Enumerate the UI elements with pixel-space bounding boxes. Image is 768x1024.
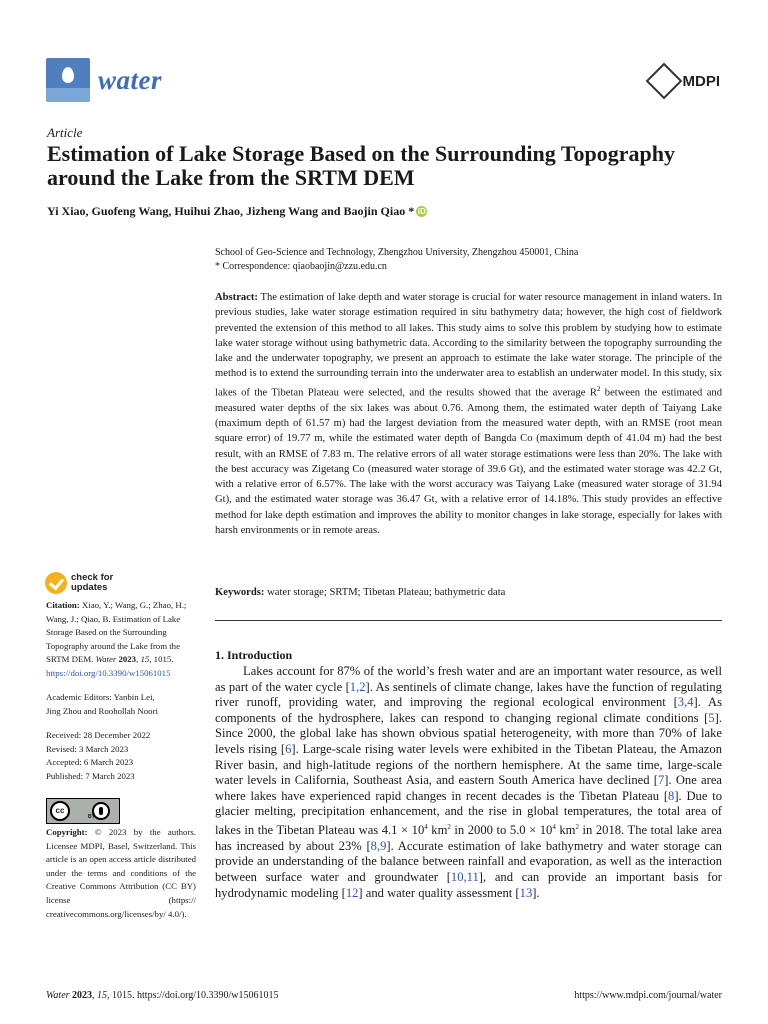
ref-link[interactable]: 1,2 [349, 679, 366, 694]
intro-text: km [427, 823, 448, 838]
cc-icon: cc [50, 801, 70, 821]
ref-link[interactable]: 7 [657, 773, 665, 788]
citation-volume: 15 [140, 654, 150, 665]
publisher-logo[interactable] [651, 68, 721, 94]
intro-text: in 2018. The total lake area has increased by about 23% [ [215, 823, 723, 853]
citation-doi-link[interactable]: https://doi.org/10.3390/w15061015 [46, 667, 171, 678]
check-line-1: check for [71, 572, 114, 583]
intro-heading: 1. Introduction [215, 648, 293, 662]
author-list [47, 204, 427, 219]
published-date: Published: 7 March 2023 [46, 770, 135, 781]
intro-text: ]. As components of the hydrosphere, lakes can respond to changing regional climate conditions [ [215, 695, 722, 725]
dates [46, 729, 196, 783]
abstract-text-1: The estimation of lake depth and water storage is crucial for water resource management in inland waters. In previous studies, lake water storage estimation required in situ bathymetry data; however, the high cost of fieldwork prevented the extension of this method to all lakes. This study aims to solve this problem by studying how to estimate lake water storage without using bathymetric data. According to the similarity between the topography surrounding the lake and the underwater topography, we present an approach to estimate the lake water storage. The principle of the method is to extend the surrounding terrain into the underwater area to establish an underwater model. In this study, six lakes of the Tibetan Plateau were selected, and the results showed that the average R [215, 292, 722, 399]
editors-line-2: Jing Zhou and Roohollah Noori [46, 705, 158, 716]
editors-line-1: Academic Editors: Yanbin Lei, [46, 692, 155, 702]
intro-text: ]. Due to glacier melting, precipitation enhancement, and the rise in global temperatures, the total area of lakes in the Tibetan Plateau was 4.1 × 10 [215, 788, 723, 838]
citation-label: Citation: [46, 600, 80, 610]
footer-journal: Water [46, 990, 70, 1001]
received-date: Received: 28 December 2022 [46, 730, 151, 740]
correspondence: * Correspondence: qiaobaojin@zzu.edu.cn [215, 261, 387, 272]
copyright-label: Copyright: [46, 827, 88, 837]
citation-text: Xiao, Y.; Wang, G.; Zhao, H.; Wang, J.; Qiao, B. Estimation of Lake Storage Based on the Surrounding Topography around the Lake from the SRTM DEM. [46, 600, 187, 665]
intro-text: in 2000 to 5.0 × 10 [450, 823, 553, 838]
footer-citation: Water 2023, 15, 1015. https://doi.org/10.3390/w15061015 [46, 990, 279, 1001]
intro-text: ]. Accurate estimation of lake bathymetry and water storage can provide an understanding of the balance between rainfall and evaporation, as well as the interaction between surface water and groundwater [ [215, 838, 722, 884]
revised-date: Revised: 3 March 2023 [46, 743, 129, 754]
ref-link[interactable]: 6 [285, 741, 292, 756]
intro-text: km [555, 823, 576, 838]
checkmark-icon [45, 572, 67, 594]
citation-block: Citation: Xiao, Y.; Wang, G.; Zhao, H.; Wang, J.; Qiao, B. Estimation of Lake Storage Based on the Surrounding Topography around the Lake from the SRTM DEM. Water 2023, 15, 1015. https://doi.org/10.3390/w15061015 [46, 600, 187, 678]
orcid-icon[interactable]: iD [417, 207, 426, 216]
abstract-sup: 2 [596, 384, 601, 393]
intro-text: ]. [532, 885, 540, 900]
intro-text: ], and can provide an important basis for hydrodynamic modeling [ [215, 869, 722, 900]
check-for-updates-button[interactable] [45, 572, 113, 594]
affiliations [215, 246, 715, 274]
superscript: 2 [447, 822, 451, 831]
journal-logo[interactable] [46, 58, 162, 102]
accepted-date: Accepted: 6 March 2023 [46, 757, 134, 768]
check-line-2: updates [71, 582, 108, 593]
article-type: Article [47, 125, 83, 140]
ref-link[interactable]: 8,9 [370, 838, 387, 853]
section-divider [215, 620, 722, 621]
abstract-label: Abstract: [215, 292, 258, 303]
article-title: Estimation of Lake Storage Based on the Surrounding Topography around the Lake from the SRTM DEM [47, 141, 675, 190]
journal-name: water [98, 64, 163, 95]
affiliation: School of Geo-Science and Technology, Zhengzhou University, Zhengzhou 450001, China [215, 247, 579, 258]
mdpi-diamond-icon [645, 63, 682, 100]
abstract [215, 290, 722, 538]
superscript: 2 [575, 822, 579, 831]
ref-link[interactable]: 3,4 [677, 695, 694, 710]
authors-text: Yi Xiao, Guofeng Wang, Huihui Zhao, Jizheng Wang and Baojin Qiao * [47, 204, 415, 218]
intro-text: Lakes account for 87% of the world’s fresh water and are an important water resource, as well as part of the water cycle [ [215, 664, 722, 694]
superscript: 4 [552, 822, 556, 831]
keywords [215, 587, 722, 598]
footer-year: 2023 [72, 990, 93, 1001]
intro-text: ]. Since 2000, the global lake has shown obvious spatial heterogeneity, with more than 70% of lake levels rising [ [215, 710, 722, 756]
cc-by-label: BY [88, 814, 95, 820]
intro-text: ]. As sentinels of climate change, lakes have the function of regulating river runoff, providing water, and improving the regional ecological environment [ [215, 679, 722, 710]
ref-link[interactable]: 12 [345, 885, 359, 900]
publisher-name: MDPI [682, 72, 720, 90]
intro-paragraph [215, 664, 722, 901]
abstract-text-2: between the estimated and measured water depths of the six lakes was about 0.76. Among them, the estimated water depth of Taiyang Lake (maximum depth of 61.57 m) had the largest deviation from the measured water depth, with an RMSE (root mean square error) of 19.77 m, while the estimated water depth of Bangda Co (maximum depth of 41.04 m) had the best result, with an RMSE of 7.83 m. The relative errors of all water storage estimations were less than 20%. The lake with the best accuracy was Zigetang Co (measured water storage of 39.6 Gt), and the estimated water storage was 42.2 Gt, with a relative error of 6.57%. The lake with the worst accuracy was Taiyang Lake (measured water storage of 31.94 Gt), and the estimated water storage was 36.47 Gt, with a relative error of 14.18%. This study provides an effective method for lake depth estimation and improves the ability to monitor changes in lake storage, especially for lakes with harsh environments or in remote areas. [215, 387, 722, 536]
ref-link[interactable]: 13 [519, 885, 533, 900]
cc-by-license-badge[interactable] [46, 798, 120, 824]
citation-page: , 1015. [149, 654, 174, 665]
intro-text: ]. Large-scale rising water levels were exhibited in the Tibetan Plateau, the Amazon River basin, and high-latitude regions of the northern hemisphere. At the same time, large-scale water levels in California, Southeast Asia, and eastern South America have declined [ [215, 741, 722, 788]
intro-text: ]. One area where lakes have experienced rapid changes in recent decades is the Tibetan Plateau [ [215, 773, 723, 803]
keywords-text: water storage; SRTM; Tibetan Plateau; bathymetric data [267, 587, 506, 598]
copyright-text: © 2023 by the authors. Licensee MDPI, Basel, Switzerland. This article is an open access article distributed under the terms and conditions of the Creative Commons Attribution (CC BY) license (https:// creativecommons.org/licenses/by/ 4.0/). [46, 827, 196, 919]
ref-link[interactable]: 8 [668, 788, 675, 803]
intro-text: ] and water quality assessment [ [358, 885, 520, 900]
footer-doi: , 1015. https://doi.org/10.3390/w15061015 [107, 990, 279, 1001]
ref-link[interactable]: 5 [708, 710, 715, 725]
footer-journal-url[interactable]: https://www.mdpi.com/journal/water [574, 990, 722, 1001]
citation-year: 2023 [118, 654, 137, 665]
citation-journal: Water [95, 654, 117, 665]
ref-link[interactable]: 10,11 [450, 869, 479, 884]
academic-editors [46, 691, 196, 718]
keywords-label: Keywords: [215, 587, 265, 598]
footer-volume: 15 [97, 990, 108, 1001]
copyright [46, 826, 196, 921]
superscript: 4 [424, 822, 428, 831]
water-drop-icon [46, 58, 90, 102]
